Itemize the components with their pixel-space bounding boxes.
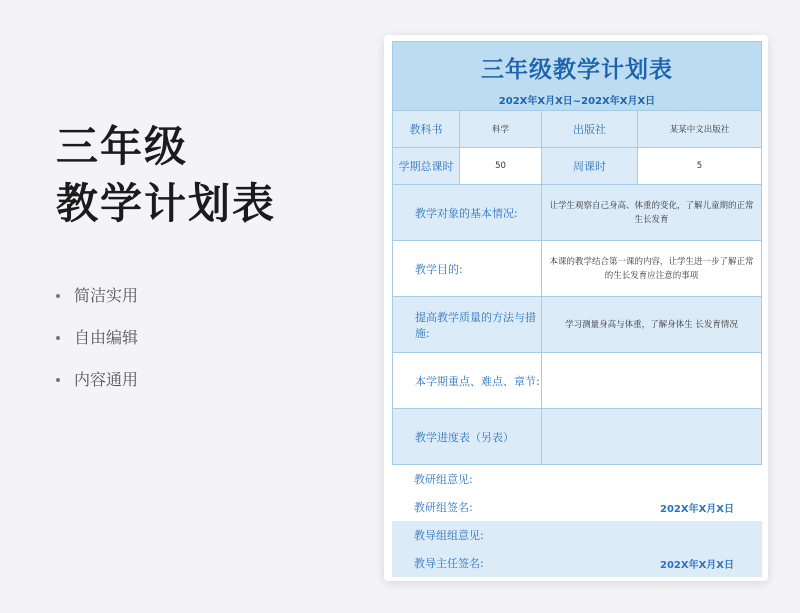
bullet-icon bbox=[56, 294, 60, 298]
publisher-value: 某某中文出版社 bbox=[638, 111, 761, 147]
promo-title-line1: 三年级 bbox=[56, 122, 189, 171]
table-row bbox=[392, 409, 762, 465]
total-hours-value: 50 bbox=[460, 148, 542, 184]
method-label: 提高教学质量的方法与措施: bbox=[393, 297, 542, 352]
focus-value bbox=[542, 353, 761, 408]
textbook-value: 科学 bbox=[460, 111, 542, 147]
research-sign-label: 教研组签名: bbox=[414, 501, 473, 514]
document-preview-card bbox=[384, 35, 768, 581]
plan-sheet bbox=[392, 41, 762, 581]
method-value: 学习测量身高与体重，了解身体生 长发育情况 bbox=[542, 297, 761, 352]
feature-item: 内容通用 bbox=[56, 367, 138, 409]
director-sign-line bbox=[392, 549, 762, 577]
progress-value bbox=[542, 409, 761, 464]
feature-item: 简洁实用 bbox=[56, 283, 138, 325]
publisher-label: 出版社 bbox=[542, 111, 638, 147]
guide-opinion-label: 教导组组意见: bbox=[414, 529, 484, 542]
table-row bbox=[392, 241, 762, 297]
sheet-title: 三年级教学计划表 bbox=[481, 57, 673, 83]
promo-title-line2: 教学计划表 bbox=[56, 179, 277, 228]
focus-label: 本学期重点、难点、章节: bbox=[393, 353, 542, 408]
table-row bbox=[392, 185, 762, 241]
director-sign-label: 教导主任签名: bbox=[414, 557, 484, 570]
table-row bbox=[392, 353, 762, 409]
research-sign-line bbox=[392, 493, 762, 521]
table-row bbox=[392, 297, 762, 353]
promo-panel bbox=[56, 118, 276, 232]
goal-label: 教学目的: bbox=[393, 241, 542, 296]
bullet-icon bbox=[56, 378, 60, 382]
director-date: 202X年X月X日 bbox=[659, 559, 734, 571]
progress-label: 教学进度表（另表） bbox=[393, 409, 542, 464]
basic-value: 让学生观察自己身高、体重的变化，了解儿童期的正常生长发育 bbox=[542, 185, 761, 240]
goal-value: 本课的教学结合第一课的内容，让学生进一步了解正常的生长发育应注意的事项 bbox=[542, 241, 761, 296]
research-date: 202X年X月X日 bbox=[659, 503, 734, 515]
feature-list bbox=[56, 283, 138, 409]
basic-label: 教学对象的基本情况: bbox=[393, 185, 542, 240]
weekly-hours-label: 周课时 bbox=[542, 148, 638, 184]
research-sign-block bbox=[392, 465, 762, 521]
bullet-icon bbox=[56, 336, 60, 340]
total-hours-label: 学期总课时 bbox=[393, 148, 460, 184]
sheet-date-range: 202X年X月X日~202X年X月X日 bbox=[498, 96, 656, 107]
promo-title bbox=[56, 118, 276, 232]
table-row bbox=[392, 148, 762, 185]
sheet-header bbox=[392, 41, 762, 111]
research-opinion-line bbox=[392, 465, 762, 493]
weekly-hours-value: 5 bbox=[638, 148, 761, 184]
guide-sign-block bbox=[392, 521, 762, 577]
table-row bbox=[392, 111, 762, 148]
research-opinion-label: 教研组意见: bbox=[414, 473, 473, 486]
textbook-label: 教科书 bbox=[393, 111, 460, 147]
guide-opinion-line bbox=[392, 521, 762, 549]
feature-item: 自由编辑 bbox=[56, 325, 138, 367]
